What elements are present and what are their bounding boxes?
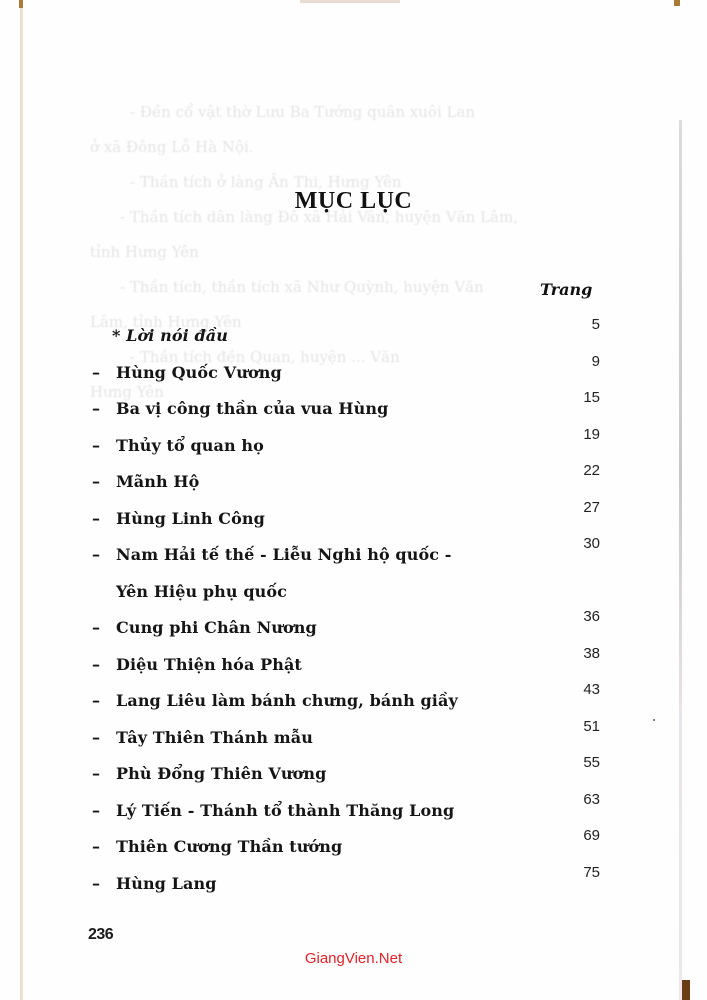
toc-entry-page: 15: [583, 389, 600, 406]
toc-entry-page: 38: [583, 644, 600, 662]
toc-entry: [92, 608, 612, 645]
toc-entry: [92, 462, 612, 499]
toc-entry-dash: –: [92, 837, 100, 856]
bleed-line: - Đền cổ vật thờ Lưu Ba Tướng quân xuôi Lan: [130, 103, 476, 121]
toc-entry-page: 63: [583, 790, 600, 808]
toc-entry-page: 43: [583, 681, 600, 698]
toc-entry-page: 51: [583, 717, 600, 735]
toc-entry-label: Nam Hải tế thế - Liễu Nghi hộ quốc -: [116, 545, 452, 564]
toc-entry-dash: –: [92, 764, 100, 783]
bleed-line: ở xã Đông Lỗ Hà Nội.: [90, 138, 254, 156]
watermark-link[interactable]: GiangVien.Net: [304, 950, 403, 967]
page-top-mark: [300, 0, 400, 3]
bleed-line: Lâm, tỉnh Hưng Yên: [90, 313, 242, 331]
toc-entry-bullet: *: [112, 326, 121, 345]
toc-entry-label: Hùng Lang: [116, 873, 217, 893]
toc-entry: [92, 426, 612, 463]
toc-entry-dash: –: [92, 654, 100, 674]
toc-entry: [92, 353, 612, 390]
toc-entry-dash: –: [92, 472, 100, 491]
toc-entry: [92, 864, 612, 901]
page-left-edge-mark: [19, 0, 23, 8]
toc-entry-label: Hùng Linh Công: [116, 508, 265, 528]
toc-entry: [92, 791, 612, 828]
toc-entry: [92, 718, 612, 755]
toc-entry-page: 36: [583, 608, 600, 625]
toc-entry: [92, 645, 612, 682]
toc-entry: [92, 681, 612, 718]
toc-entry-label: Thiên Cương Thần tướng: [116, 837, 343, 856]
toc-entry-label: Ba vị công thần của vua Hùng: [116, 399, 389, 418]
toc-entry-page: 5: [591, 316, 600, 333]
bleed-line: - Thần tích ở làng Ân Thi, Hưng Yên: [130, 173, 402, 191]
toc-entry-continuation: [92, 572, 612, 609]
toc-entry-page: 19: [583, 425, 600, 443]
bleed-line: Hưng Yên: [90, 383, 164, 401]
page-right-edge: [679, 120, 682, 1000]
table-of-contents: [92, 316, 612, 900]
toc-entry-page: 22: [583, 462, 600, 479]
toc-entry-page: 9: [591, 352, 600, 370]
toc-entry: [92, 827, 612, 864]
toc-entry-label: Thủy tổ quan họ: [116, 435, 264, 455]
toc-entry-label: Diệu Thiện hóa Phật: [116, 654, 302, 674]
page-number: 236: [88, 926, 114, 943]
toc-entry-label: Hùng Quốc Vương: [116, 362, 282, 382]
toc-entry-dash: –: [92, 362, 100, 382]
toc-entry-label: [112, 326, 228, 345]
toc-entry-dash: –: [92, 691, 100, 710]
toc-entry: [92, 389, 612, 426]
toc-entry-label: Lý Tiến - Thánh tổ thành Thăng Long: [116, 800, 455, 820]
toc-entry-page: 75: [583, 863, 600, 881]
toc-entry-dash: –: [92, 618, 100, 637]
toc-entry: [92, 499, 612, 536]
page-right-edge-mark: [674, 0, 680, 6]
toc-entry-dash: –: [92, 545, 100, 564]
toc-entry-dash: –: [92, 800, 100, 820]
bleed-line: tỉnh Hưng Yên: [90, 243, 199, 261]
bleed-line: - Thần tích đền Quan, huyện ... Văn: [130, 348, 400, 366]
toc-entry-text: Lời nói đầu: [126, 326, 228, 345]
page-column-header: Trang: [540, 280, 593, 299]
toc-entry: [92, 316, 612, 353]
toc-entry-label: Tây Thiên Thánh mẫu: [116, 727, 313, 747]
bleed-line: - Thần tích, thần tích xã Như Quỳnh, huyện Văn: [120, 278, 484, 296]
toc-entry: [92, 535, 612, 572]
toc-entry-dash: –: [92, 727, 100, 747]
toc-entry-page: 27: [583, 498, 600, 516]
toc-entry-dash: –: [92, 873, 100, 893]
toc-entry-page: 69: [583, 827, 600, 844]
page-right-edge-bottom-mark: [682, 980, 690, 1000]
toc-entry-dash: –: [92, 399, 100, 418]
toc-entry-dash: –: [92, 508, 100, 528]
toc-entry-label: Cung phi Chân Nương: [116, 618, 317, 637]
toc-entry-label: Phù Đổng Thiên Vương: [116, 764, 327, 783]
toc-entry-page: 55: [583, 754, 600, 771]
toc-entry-label: Mãnh Hộ: [116, 472, 200, 491]
bleed-line: - Thần tích dân làng Đô xã Hải Vân, huyện Văn Lâm,: [120, 208, 518, 226]
toc-entry: [92, 754, 612, 791]
page-title: MỤC LỤC: [294, 188, 413, 214]
toc-entry-label: Yên Hiệu phụ quốc: [116, 581, 287, 601]
toc-entry-dash: –: [92, 435, 100, 455]
toc-entry-label: Lang Liêu làm bánh chưng, bánh giầy: [116, 691, 458, 710]
page-left-edge: [20, 0, 23, 1000]
scan-speck: [653, 719, 655, 721]
toc-entry-page: 30: [583, 535, 600, 552]
